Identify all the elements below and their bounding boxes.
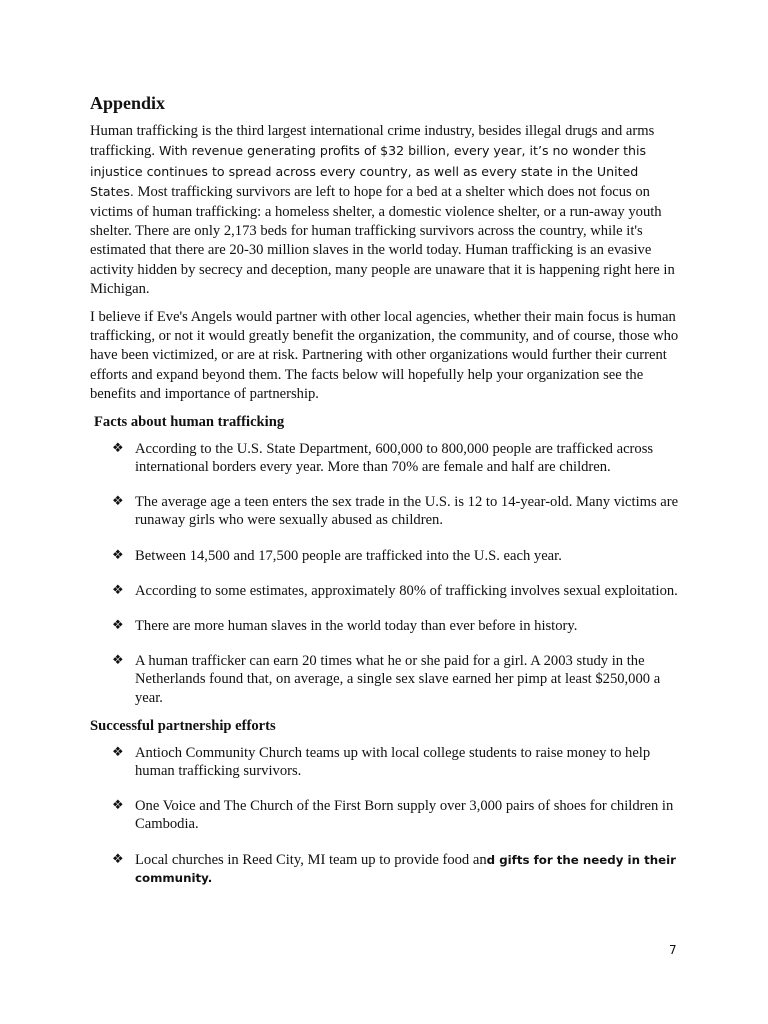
- diamond-bullet-icon: ❖: [112, 547, 124, 563]
- diamond-bullet-icon: ❖: [112, 798, 124, 814]
- partnership-list: [90, 744, 680, 887]
- list-item-text: There are more human slaves in the world today than ever before in history.: [135, 617, 578, 634]
- list-item-text: Antioch Community Church teams up with local college students to raise money to help human trafficking survivors.: [135, 744, 651, 779]
- list-item-text: Local churches in Reed City, MI team up to provide food an: [135, 851, 487, 868]
- list-item: [90, 582, 680, 600]
- partnership-paragraph: I believe if Eve's Angels would partner with other local agencies, whether their main focus is human trafficking, or not it would greatly benefit the organization, the community, and of course, those who have been victimized, or are at risk. Partnering with other organizations would further their current efforts and expand beyond them. The facts below will hopefully help your organization see the benefits and importance of partnership.: [90, 308, 679, 403]
- list-item-text: According to some estimates, approximately 80% of trafficking involves sexual exploitation.: [135, 582, 678, 599]
- list-item: [90, 617, 680, 635]
- page-title: Appendix: [90, 93, 166, 113]
- intro-paragraph: [90, 122, 680, 300]
- partnership-heading: Successful partnership efforts: [90, 717, 276, 734]
- list-item: [90, 493, 680, 529]
- list-item: [90, 797, 680, 833]
- list-item-text: The average age a teen enters the sex trade in the U.S. is 12 to 14-year-old. Many victims are runaway girls who were sexually abused as children.: [135, 494, 679, 529]
- list-item: [90, 547, 680, 565]
- diamond-bullet-icon: ❖: [112, 440, 124, 456]
- diamond-bullet-icon: ❖: [112, 744, 124, 760]
- list-item-text: Between 14,500 and 17,500 people are trafficked into the U.S. each year.: [135, 547, 562, 564]
- page-number: 7: [669, 943, 677, 957]
- diamond-bullet-icon: ❖: [112, 617, 124, 633]
- intro-text-part2: With revenue generating profits of $32 billion, every year, it’s no wonder this injustice continues to spread across every country, as well as every state in the United States.: [90, 143, 647, 200]
- diamond-bullet-icon: ❖: [112, 582, 124, 598]
- document-page: [90, 92, 680, 897]
- list-item: [90, 652, 680, 707]
- facts-list: [90, 440, 680, 707]
- list-item-text: A human trafficker can earn 20 times what he or she paid for a girl. A 2003 study in the Netherlands found that, on average, a single sex slave earned her pimp at least $250,000 a year.: [135, 653, 661, 706]
- intro-text-part1: Human trafficking is the third largest international crime industry, besides illegal drugs and arms trafficking.: [90, 123, 655, 160]
- diamond-bullet-icon: ❖: [112, 653, 124, 669]
- diamond-bullet-icon: ❖: [112, 494, 124, 510]
- list-item: [90, 851, 680, 887]
- list-item: [90, 744, 680, 780]
- diamond-bullet-icon: ❖: [112, 851, 124, 867]
- list-item-text: According to the U.S. State Department, 600,000 to 800,000 people are trafficked across international borders every year. More than 70% are female and half are children.: [135, 440, 654, 475]
- list-item-text: One Voice and The Church of the First Born supply over 3,000 pairs of shoes for children in Cambodia.: [135, 798, 674, 833]
- list-item-text-continued: d gifts for the needy in their community.: [135, 852, 676, 885]
- list-item: [90, 440, 680, 476]
- facts-heading: Facts about human trafficking: [94, 413, 285, 430]
- intro-text-part3: Most trafficking survivors are left to hope for a bed at a shelter which does not focus on victims of human trafficking: a homeless shelter, a domestic violence shelter, or a run-away youth shelter. There are only 2,173 beds for human trafficking survivors across the country, while it's estimated that there are 20-30 million slaves in the world today. Human trafficking is an evasive activity hidden by secrecy and deception, many people are unaware that it is happening right here in Michigan.: [90, 184, 675, 298]
